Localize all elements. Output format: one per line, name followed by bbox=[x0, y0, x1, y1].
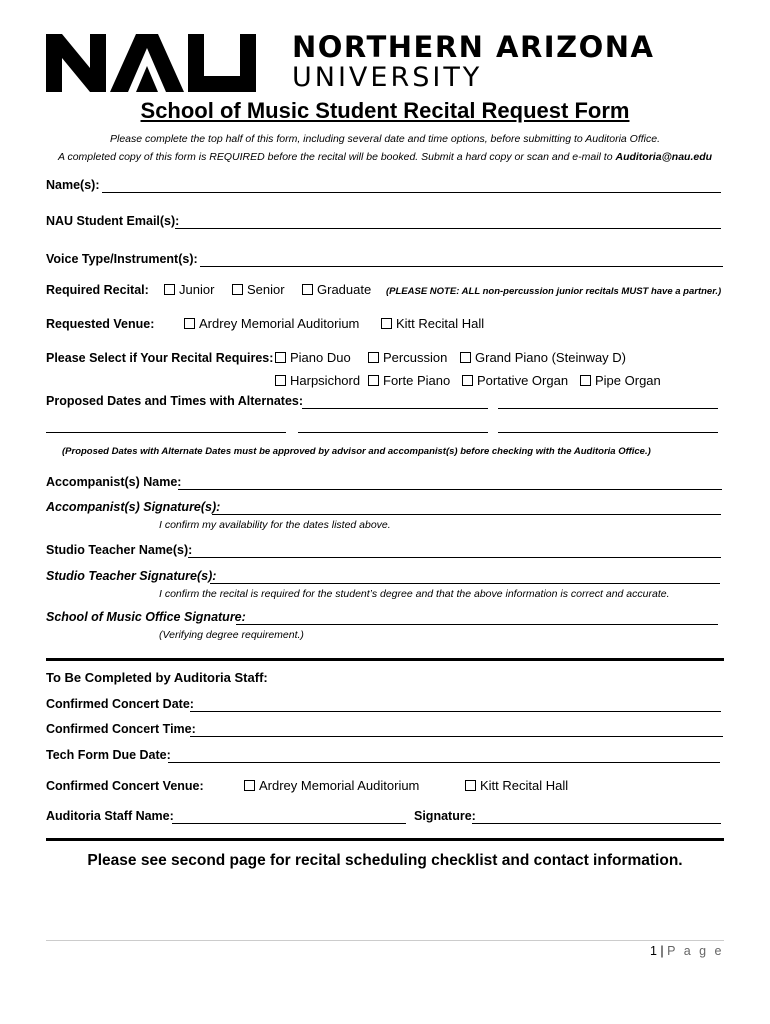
requires-forte-piano[interactable] bbox=[368, 373, 450, 388]
office-signature-field[interactable] bbox=[236, 624, 718, 625]
checkbox-icon[interactable] bbox=[381, 318, 392, 329]
checkbox-icon[interactable] bbox=[275, 352, 286, 363]
studio-teacher-confirm-text: I confirm the recital is required for the student’s degree and that the above information is correct and accurate. bbox=[159, 588, 670, 600]
requires-grand-piano[interactable] bbox=[460, 350, 626, 365]
confirmed-venue-kitt[interactable] bbox=[465, 778, 568, 793]
requires-pipe-organ[interactable] bbox=[580, 373, 661, 388]
proposed-dates-label: Proposed Dates and Times with Alternates: bbox=[46, 394, 304, 408]
requires-harpsichord[interactable] bbox=[275, 373, 360, 388]
logo-text-university: UNIVERSITY bbox=[292, 62, 483, 93]
recital-option-senior-label: Senior bbox=[247, 282, 285, 297]
studio-teacher-signature-label: Studio Teacher Signature(s): bbox=[46, 569, 217, 583]
requires-percussion-label: Percussion bbox=[383, 350, 448, 365]
proposed-date-field-1[interactable] bbox=[302, 408, 488, 409]
checkbox-icon[interactable] bbox=[580, 375, 591, 386]
tech-form-due-label: Tech Form Due Date: bbox=[46, 748, 171, 762]
confirmed-venue-kitt-label: Kitt Recital Hall bbox=[480, 778, 569, 793]
studio-teacher-signature-field[interactable] bbox=[210, 583, 720, 584]
names-label: Name(s): bbox=[46, 178, 100, 192]
checkbox-icon[interactable] bbox=[232, 284, 243, 295]
checkbox-icon[interactable] bbox=[275, 375, 286, 386]
accompanist-name-field[interactable] bbox=[178, 489, 722, 490]
recital-requires-label: Please Select if Your Recital Requires: bbox=[46, 351, 274, 365]
logo-text-northern-arizona: NORTHERN ARIZONA bbox=[292, 30, 655, 64]
studio-teacher-name-label: Studio Teacher Name(s): bbox=[46, 543, 193, 557]
second-page-notice: Please see second page for recital scheduling checklist and contact information. bbox=[87, 852, 683, 869]
accompanist-signature-field[interactable] bbox=[212, 514, 721, 515]
intro-line-1: Please complete the top half of this form, including several date and time options, before submitting to Auditoria Office. bbox=[110, 133, 660, 145]
recital-option-senior[interactable] bbox=[232, 282, 285, 297]
checkbox-icon[interactable] bbox=[368, 375, 379, 386]
confirmed-time-label: Confirmed Concert Time: bbox=[46, 722, 196, 736]
recital-option-graduate[interactable] bbox=[302, 282, 371, 297]
confirmed-date-label: Confirmed Concert Date: bbox=[46, 697, 194, 711]
page-number-value: 1 bbox=[649, 944, 657, 958]
requires-piano-duo-label: Piano Duo bbox=[290, 350, 351, 365]
voice-instrument-label: Voice Type/Instrument(s): bbox=[46, 252, 198, 266]
email-label: NAU Student Email(s): bbox=[46, 214, 180, 228]
voice-instrument-field[interactable] bbox=[200, 266, 723, 267]
page-number-label: P a g e bbox=[667, 944, 724, 958]
checkbox-icon[interactable] bbox=[465, 780, 476, 791]
accompanist-signature-label: Accompanist(s) Signature(s): bbox=[46, 500, 221, 514]
staff-name-label: Auditoria Staff Name: bbox=[46, 809, 174, 823]
checkbox-icon[interactable] bbox=[462, 375, 473, 386]
checkbox-icon[interactable] bbox=[244, 780, 255, 791]
staff-name-field[interactable] bbox=[172, 823, 406, 824]
names-field[interactable] bbox=[102, 192, 721, 193]
confirmed-date-field[interactable] bbox=[190, 711, 721, 712]
bottom-divider bbox=[46, 838, 724, 841]
requires-portative-organ[interactable] bbox=[462, 373, 568, 388]
checkbox-icon[interactable] bbox=[302, 284, 313, 295]
auditoria-email-link[interactable]: Auditoria@nau.edu bbox=[615, 151, 713, 163]
intro-line-2 bbox=[0, 151, 770, 163]
email-field[interactable] bbox=[175, 228, 721, 229]
confirmed-time-field[interactable] bbox=[190, 736, 723, 737]
staff-signature-label: Signature: bbox=[414, 809, 476, 823]
required-recital-label: Required Recital: bbox=[46, 283, 149, 297]
proposed-date-field-3[interactable] bbox=[46, 432, 286, 433]
checkbox-icon[interactable] bbox=[164, 284, 175, 295]
confirmed-venue-label: Confirmed Concert Venue: bbox=[46, 779, 204, 793]
proposed-date-field-2[interactable] bbox=[498, 408, 718, 409]
requires-portative-organ-label: Portative Organ bbox=[477, 373, 569, 388]
studio-teacher-name-field[interactable] bbox=[188, 557, 721, 558]
proposed-date-field-4[interactable] bbox=[298, 432, 488, 433]
recital-partner-note: (PLEASE NOTE: ALL non-percussion junior recitals MUST have a partner.) bbox=[386, 286, 722, 297]
requires-pipe-organ-label: Pipe Organ bbox=[595, 373, 661, 388]
staff-section-heading: To Be Completed by Auditoria Staff: bbox=[46, 670, 268, 685]
footer-divider bbox=[46, 940, 724, 941]
staff-signature-field[interactable] bbox=[472, 823, 721, 824]
checkbox-icon[interactable] bbox=[184, 318, 195, 329]
recital-option-junior-label: Junior bbox=[179, 282, 215, 297]
form-title: School of Music Student Recital Request Form bbox=[140, 98, 630, 123]
office-verify-note: (Verifying degree requirement.) bbox=[159, 629, 304, 641]
confirmed-venue-ardrey-label: Ardrey Memorial Auditorium bbox=[259, 778, 420, 793]
venue-option-ardrey[interactable] bbox=[184, 316, 359, 331]
requires-piano-duo[interactable] bbox=[275, 350, 351, 365]
proposed-date-field-5[interactable] bbox=[498, 432, 718, 433]
recital-option-graduate-label: Graduate bbox=[317, 282, 372, 297]
requires-harpsichord-label: Harpsichord bbox=[290, 373, 361, 388]
tech-form-due-field[interactable] bbox=[168, 762, 720, 763]
requires-forte-piano-label: Forte Piano bbox=[383, 373, 451, 388]
proposed-dates-note: (Proposed Dates with Alternate Dates must be approved by advisor and accompanist(s) before checking with the Auditoria Office.) bbox=[62, 446, 651, 457]
office-signature-label: School of Music Office Signature: bbox=[46, 610, 246, 624]
accompanist-name-label: Accompanist(s) Name: bbox=[46, 475, 182, 489]
nau-logo-mark bbox=[46, 34, 272, 92]
page-number bbox=[650, 944, 724, 958]
requires-percussion[interactable] bbox=[368, 350, 447, 365]
venue-option-kitt[interactable] bbox=[381, 316, 484, 331]
confirmed-venue-ardrey[interactable] bbox=[244, 778, 419, 793]
checkbox-icon[interactable] bbox=[460, 352, 471, 363]
venue-option-ardrey-label: Ardrey Memorial Auditorium bbox=[199, 316, 360, 331]
venue-option-kitt-label: Kitt Recital Hall bbox=[396, 316, 485, 331]
intro-line-2-text: A completed copy of this form is REQUIRED before the recital will be booked. Submit a hard copy or scan and e-mail to bbox=[57, 151, 613, 163]
section-divider bbox=[46, 658, 724, 661]
accompanist-confirm-text: I confirm my availability for the dates listed above. bbox=[159, 519, 391, 531]
requires-grand-piano-label: Grand Piano (Steinway D) bbox=[475, 350, 627, 365]
page-number-separator: | bbox=[660, 944, 664, 958]
requested-venue-label: Requested Venue: bbox=[46, 317, 155, 331]
checkbox-icon[interactable] bbox=[368, 352, 379, 363]
recital-option-junior[interactable] bbox=[164, 282, 214, 297]
